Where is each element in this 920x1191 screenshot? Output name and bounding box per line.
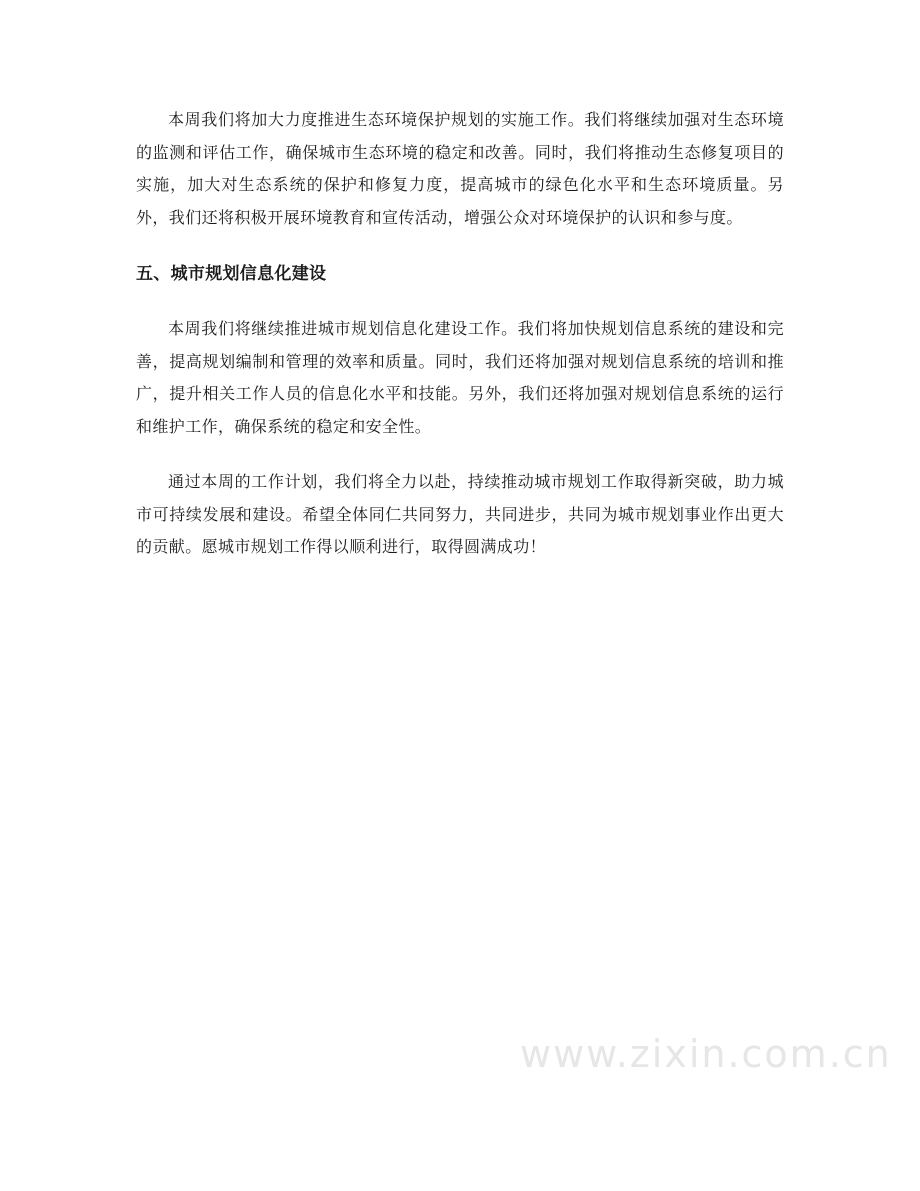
section-heading: 五、城市规划信息化建设	[136, 264, 327, 284]
paragraph-informatization: 本周我们将继续推进城市规划信息化建设工作。我们将加快规划信息系统的建设和完善，提高规划编制和管理的效率和质量。同时，我们还将加强对规划信息系统的培训和推广，提升相关工作人员的信息化水平和技能。另外，我们还将加强对规划信息系统的运行和维护工作，确保系统的稳定和安全性。	[136, 319, 784, 436]
document-page	[136, 104, 784, 564]
watermark: www.zixin.com.cn	[520, 1032, 892, 1076]
paragraph-conclusion: 通过本周的工作计划，我们将全力以赴，持续推动城市规划工作取得新突破，助力城市可持续发展和建设。希望全体同仁共同努力，共同进步，共同为城市规划事业作出更大的贡献。愿城市规划工作得以顺利进行，取得圆满成功！	[136, 472, 784, 556]
paragraph-ecology: 本周我们将加大力度推进生态环境保护规划的实施工作。我们将继续加强对生态环境的监测和评估工作，确保城市生态环境的稳定和改善。同时，我们将推动生态修复项目的实施，加大对生态系统的保护和修复力度，提高城市的绿色化水平和生态环境质量。另外，我们还将积极开展环境教育和宣传活动，增强公众对环境保护的认识和参与度。	[136, 110, 784, 227]
